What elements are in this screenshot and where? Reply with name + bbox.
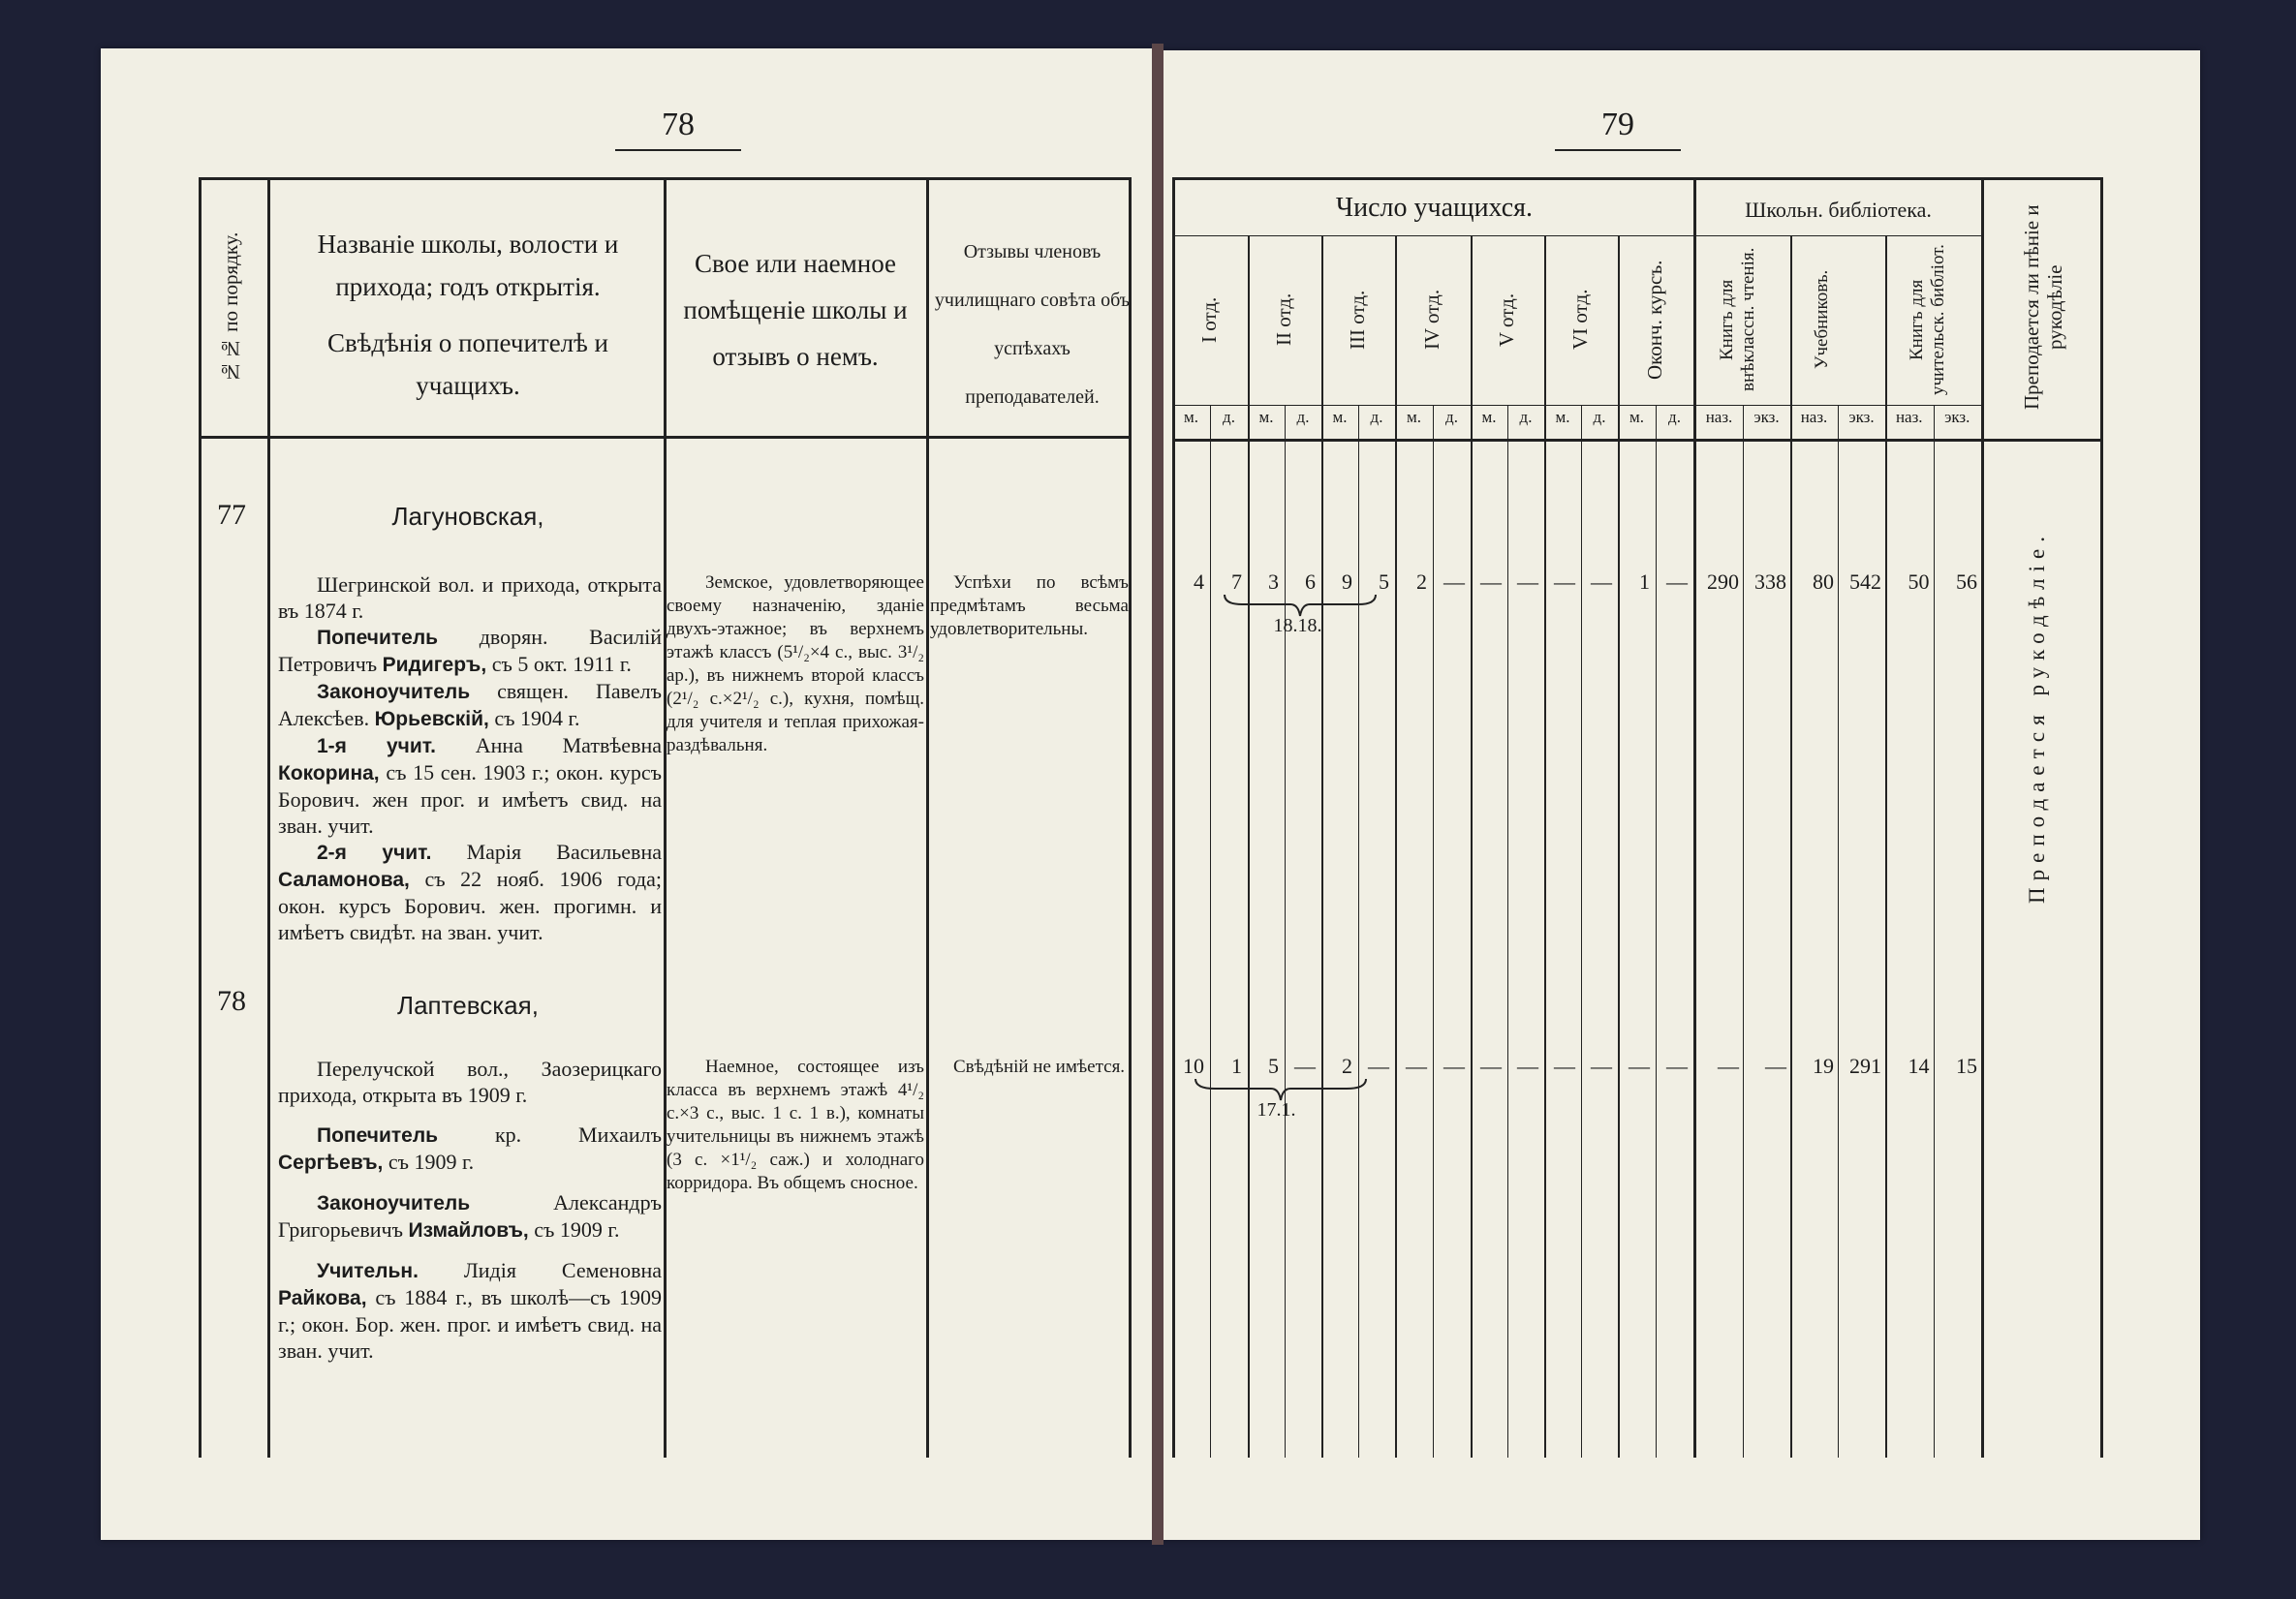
left-col-rule xyxy=(664,177,667,1458)
right-subheader-rule xyxy=(1172,405,1981,406)
count-cell: — xyxy=(1480,1054,1502,1078)
library-cell: 80 xyxy=(1813,569,1834,594)
staff-text: Марія Васильевна xyxy=(431,840,662,864)
library-cell: 338 xyxy=(1754,569,1786,594)
staff-text: Лидія Семеновна xyxy=(418,1258,662,1282)
header-grade: III отд. xyxy=(1346,290,1369,350)
count-cell: 9 xyxy=(1342,569,1352,594)
handicraft-note: Преподается рукодѣліе. xyxy=(2025,530,2049,905)
header-library-group: Школьн. библіотека. xyxy=(1745,198,1932,222)
library-cell: 14 xyxy=(1908,1054,1930,1078)
staff-line xyxy=(278,1189,662,1244)
entry-77-parish xyxy=(278,571,662,945)
header-library-col: Книгъ для учительск. библіот. xyxy=(1907,244,1948,395)
staff-surname: Кокорина, xyxy=(278,762,380,784)
library-cell: 56 xyxy=(1956,569,1977,594)
count-cell: 5 xyxy=(1379,569,1389,594)
count-cell: — xyxy=(1443,569,1465,594)
count-cell: 10 xyxy=(1183,1054,1204,1078)
count-cell: — xyxy=(1294,1054,1316,1078)
entry-78-total: 17.1. xyxy=(1257,1099,1296,1121)
count-cell: — xyxy=(1517,569,1538,594)
staff-role: 2-я учит. xyxy=(317,842,432,864)
count-cell: — xyxy=(1591,569,1612,594)
staff-rest: съ 1909 г. xyxy=(383,1150,475,1174)
library-cell: — xyxy=(1765,1054,1786,1078)
count-cell: — xyxy=(1480,569,1502,594)
staff-surname: Юрьевскій, xyxy=(374,708,489,730)
right-col-rule xyxy=(1172,177,1175,1458)
header-col-name-2: Свѣдѣнія о попечителѣ и учащихъ. xyxy=(326,328,609,400)
entry-77-review: Успѣхи по всѣмъ предмѣтамъ весьма удовлетворительны. xyxy=(930,572,1129,639)
header-col-no: №№ по порядку. xyxy=(219,231,242,384)
sub-header-lib: наз. xyxy=(1800,408,1828,426)
right-col-rule xyxy=(2100,177,2103,1458)
sub-header-md: д. xyxy=(1519,408,1533,426)
entry-78-staff xyxy=(278,1122,662,1364)
staff-role: Попечитель xyxy=(317,627,439,649)
sub-header-md: м. xyxy=(1406,408,1421,426)
staff-surname: Сергѣевъ, xyxy=(278,1152,384,1174)
staff-line xyxy=(278,678,662,732)
sub-header-md: м. xyxy=(1332,408,1348,426)
staff-role: Учительн. xyxy=(317,1260,419,1282)
header-grade: Оконч. курсъ. xyxy=(1643,260,1666,380)
entry-78-brace xyxy=(1194,1075,1368,1104)
left-page-number: 78 xyxy=(610,107,746,151)
count-cell: — xyxy=(1554,1054,1575,1078)
header-grade: IV отд. xyxy=(1420,289,1443,351)
staff-line xyxy=(278,624,662,678)
count-cell: — xyxy=(1629,1054,1650,1078)
header-col-premises: Свое или наемное помѣщеніе школы и отзывъ о немъ. xyxy=(683,249,908,371)
count-cell: 4 xyxy=(1194,569,1204,594)
staff-role: Законоучитель xyxy=(317,681,471,703)
entry-78-number: 78 xyxy=(217,985,246,1017)
staff-text: священ. Павелъ Алексѣев. xyxy=(278,679,662,730)
staff-role: Попечитель xyxy=(317,1124,439,1147)
right-col-rule xyxy=(1981,177,1984,1458)
md-col-rule xyxy=(1507,405,1508,1458)
sub-header-md: д. xyxy=(1370,408,1383,426)
header-grade: VI отд. xyxy=(1568,289,1592,351)
header-col-name-1: Названіе школы, волости и прихода; годъ открытія. xyxy=(317,230,619,301)
staff-text: дворян. Василій Петровичъ xyxy=(278,625,662,676)
staff-role: Законоучитель xyxy=(317,1192,471,1215)
count-cell: 3 xyxy=(1268,569,1279,594)
sub-header-lib: экз. xyxy=(1848,408,1875,426)
entry-78-parish-text: Перелучской вол., Заозерицкаго прихода, открыта въ 1909 г. xyxy=(278,1057,662,1107)
count-cell: — xyxy=(1554,569,1575,594)
sub-header-md: м. xyxy=(1629,408,1644,426)
staff-surname: Саламонова, xyxy=(278,869,410,891)
count-cell: — xyxy=(1443,1054,1465,1078)
sub-header-lib: наз. xyxy=(1705,408,1733,426)
header-handicraft: Преподается ли пѣніе и рукодѣліе xyxy=(2020,204,2066,411)
entry-78-review: Свѣдѣній не имѣется. xyxy=(953,1057,1126,1077)
staff-line xyxy=(278,1257,662,1364)
header-students-group: Число учащихся. xyxy=(1335,193,1534,223)
staff-rest: съ 1904 г. xyxy=(488,706,580,730)
right-page-number: 79 xyxy=(1550,107,1686,151)
staff-surname: Райкова, xyxy=(278,1287,367,1309)
sub-header-lib: экз. xyxy=(1753,408,1780,426)
md-col-rule xyxy=(1358,405,1359,1458)
header-grade: I отд. xyxy=(1197,296,1221,343)
library-cell: 50 xyxy=(1908,569,1930,594)
count-cell: — xyxy=(1666,1054,1688,1078)
sub-header-md: д. xyxy=(1445,408,1458,426)
entry-77-parish-text: Шегринской вол. и прихода, открыта въ 1874 г. xyxy=(278,572,662,623)
entry-78-school-name: Лаптевская, xyxy=(397,991,539,1020)
count-cell: 1 xyxy=(1231,1054,1242,1078)
count-cell: 2 xyxy=(1416,569,1427,594)
md-col-rule xyxy=(1581,405,1582,1458)
header-library-col: Книгъ для внѣклассн. чтенія. xyxy=(1717,247,1758,392)
sub-header-md: м. xyxy=(1258,408,1274,426)
library-cell: — xyxy=(1718,1054,1739,1078)
staff-rest: съ 15 сен. 1903 г.; окон. курсъ Борович. жен прог. и имѣетъ свид. на зван. учит. xyxy=(278,760,662,838)
left-col-rule xyxy=(926,177,929,1458)
right-header-rule xyxy=(1172,439,2102,442)
sub-header-lib: экз. xyxy=(1944,408,1970,426)
count-cell: — xyxy=(1591,1054,1612,1078)
staff-rest: съ 22 нояб. 1906 года; окон. курсъ Борович. жен. прогимн. и имѣетъ свидѣт. на зван. учит. xyxy=(278,867,662,944)
header-grade: V отд. xyxy=(1495,292,1518,347)
staff-role: 1-я учит. xyxy=(317,735,437,757)
right-group-rule xyxy=(1695,235,1981,236)
sub-header-md: д. xyxy=(1223,408,1235,426)
lib-sub-rule xyxy=(1934,405,1935,1458)
book-gutter xyxy=(1152,44,1164,1545)
entry-77-staff xyxy=(278,624,662,945)
library-cell: 290 xyxy=(1707,569,1739,594)
md-col-rule xyxy=(1210,405,1211,1458)
library-cell: 15 xyxy=(1956,1054,1977,1078)
header-grade: II отд. xyxy=(1272,292,1295,347)
header-library-col: Учебниковъ. xyxy=(1812,269,1832,370)
sub-header-md: м. xyxy=(1481,408,1497,426)
right-group-rule xyxy=(1175,235,1693,236)
md-col-rule xyxy=(1433,405,1434,1458)
staff-text: Александръ Григорьевичъ xyxy=(278,1190,662,1242)
lib-sub-rule xyxy=(1838,405,1839,1458)
staff-line xyxy=(278,1122,662,1176)
staff-surname: Измайловъ, xyxy=(408,1219,529,1242)
library-cell: 19 xyxy=(1813,1054,1834,1078)
lib-sub-rule xyxy=(1743,405,1744,1458)
right-top-rule xyxy=(1172,177,2102,180)
library-cell: 291 xyxy=(1849,1054,1881,1078)
count-cell: — xyxy=(1406,1054,1427,1078)
sub-header-md: д. xyxy=(1593,408,1606,426)
right-col-rule xyxy=(1693,177,1696,1458)
entry-77-number: 77 xyxy=(217,499,246,531)
md-col-rule xyxy=(1656,405,1657,1458)
sub-header-md: м. xyxy=(1183,408,1198,426)
staff-line xyxy=(278,839,662,945)
count-cell: 2 xyxy=(1342,1054,1352,1078)
header-col-reviews: Отзывы членовъ училищнаго совѣта объ успѣхахъ преподавателей. xyxy=(934,241,1131,408)
entry-78-parish xyxy=(278,1056,662,1364)
left-col-rule xyxy=(267,177,270,1458)
entry-77-brace xyxy=(1223,591,1378,620)
staff-text: Анна Матвѣевна xyxy=(436,733,662,757)
staff-rest: съ 1884 г., въ школѣ—съ 1909 г.; окон. Бор. жен. прог. и имѣетъ свид. на зван. учит. xyxy=(278,1285,662,1363)
staff-surname: Ридигеръ, xyxy=(382,654,487,676)
count-cell: 1 xyxy=(1639,569,1650,594)
entry-77-total: 18.18. xyxy=(1273,615,1322,636)
staff-rest: съ 5 окт. 1911 г. xyxy=(486,652,632,676)
sub-header-md: д. xyxy=(1296,408,1310,426)
md-col-rule xyxy=(1285,405,1286,1458)
sub-header-md: м. xyxy=(1555,408,1570,426)
count-cell: 5 xyxy=(1268,1054,1279,1078)
entry-77-school-name: Лагуновская, xyxy=(391,502,544,531)
count-cell: — xyxy=(1666,569,1688,594)
entry-77-premises: Земское, удовлетворяющее своему назначенію, зданіе двухъ-этажное; въ верхнемъ этажѣ классъ (5¹/₂×4 с., выс. 3¹/₂ ар.), въ нижнемъ второй классъ (2¹/₂ с.×2¹/₂ с.), кухня, помѣщ. для учителя и теплая прихожая-раздѣвальня. xyxy=(667,572,924,755)
sub-header-md: д. xyxy=(1668,408,1681,426)
staff-line xyxy=(278,732,662,839)
staff-text: кр. Михаилъ xyxy=(438,1122,662,1147)
entry-78-premises: Наемное, состоящее изъ класса въ верхнемъ этажѣ 4¹/₂ с.×3 с., выс. 1 с. 1 в.), комнаты учительницы въ нижнемъ этажѣ (3 с. ×1¹/₂ саж.) и холоднаго корридора. Въ общемъ сносное. xyxy=(667,1057,924,1193)
staff-rest: съ 1909 г. xyxy=(528,1217,620,1242)
left-col-rule xyxy=(199,177,202,1458)
library-cell: 542 xyxy=(1849,569,1881,594)
sub-header-lib: наз. xyxy=(1895,408,1923,426)
count-cell: 6 xyxy=(1305,569,1316,594)
count-cell: — xyxy=(1517,1054,1538,1078)
count-cell: 7 xyxy=(1231,569,1242,594)
count-cell: — xyxy=(1368,1054,1389,1078)
